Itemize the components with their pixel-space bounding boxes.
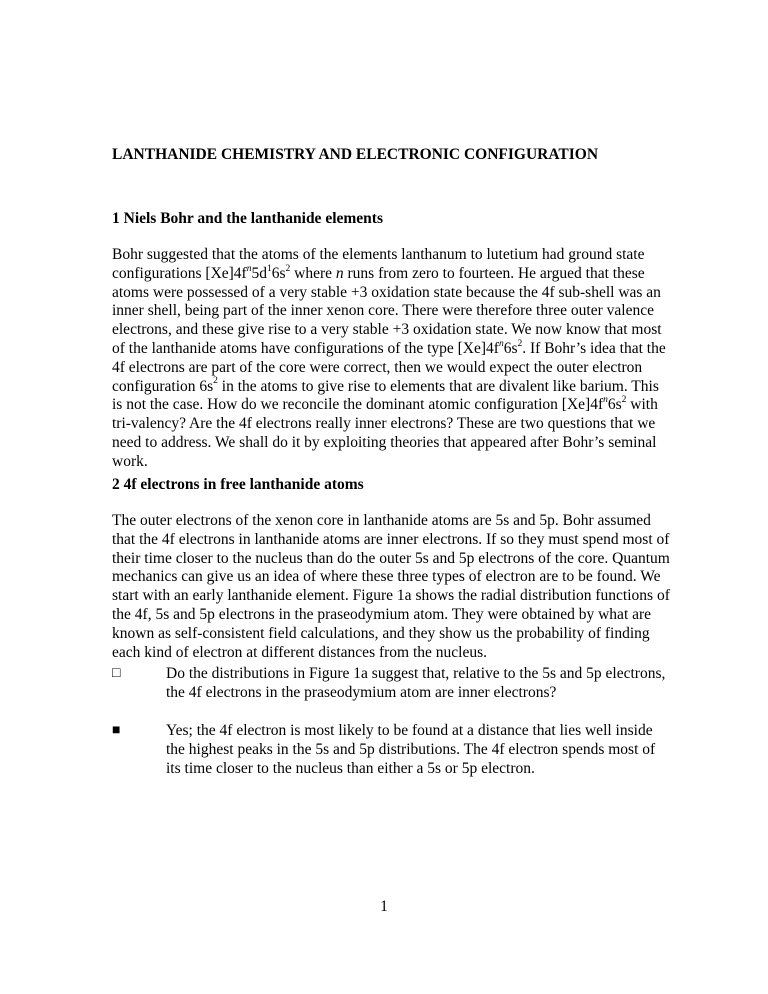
paragraph-text: 6s [607, 396, 622, 414]
paragraph-text: 6s [503, 339, 518, 357]
paragraph-text: Bohr suggested that the atoms of the elements lanthanum to lutetium had ground state configurations [Xe]4f [112, 246, 645, 282]
paragraph-text: 6s [271, 264, 286, 282]
section-1-paragraph [112, 246, 672, 472]
italic-variable: n [335, 264, 344, 282]
section-2-heading: 2 4f electrons in free lanthanide atoms [112, 476, 364, 493]
superscript: 1 [266, 263, 272, 274]
paragraph-text: with tri-valency? Are the 4f electrons really inner electrons? These are two questions that we need to address. We shall do it by exploiting theories that appeared after Bohr’s seminal work. [112, 396, 658, 470]
question-text: Do the distributions in Figure 1a suggest that, relative to the 5s and 5p electrons, the 4f electrons in the praseodymium atom are inner electrons? [166, 665, 666, 701]
page-number: 1 [380, 898, 388, 915]
superscript: n [603, 395, 608, 406]
section-2-paragraph: The outer electrons of the xenon core in lanthanide atoms are 5s and 5p. Bohr assumed that the 4f electrons in lanthanide atoms are inner electrons. If so they must spend most of their time closer to the nucleus than do the outer 5s and 5p electrons of the core. Quantum mechanics can give us an idea of where these three types of electron are to be found. We start with an early lanthanide element. Figure 1a shows the radial distribution functions of the 4f, 5s and 5p electrons in the praseodymium atom. They were obtained by what are known as self-consistent field calculations, and they show us the probability of finding each kind of electron at different distances from the nucleus. [112, 512, 670, 661]
superscript: n [246, 263, 252, 274]
section-1-heading: 1 Niels Bohr and the lanthanide elements [112, 210, 383, 227]
document-title: LANTHANIDE CHEMISTRY AND ELECTRONIC CONFIGURATION [112, 146, 599, 163]
paragraph-text: 5d [251, 264, 267, 282]
paragraph-text: runs from zero to fourteen. He argued that these atoms were possessed of a very stable +3 oxidation state because the 4f sub-shell was an inner shell, being part of the inner xenon core. There were therefore three outer valence electrons, and these give rise to a very stable +3 oxidation state. We now know that most of the lanthanide atoms have configurations of the type [Xe]4f [112, 264, 662, 357]
paragraph-text: where [290, 264, 336, 282]
question-box-icon: □ [112, 666, 121, 681]
answer-text: Yes; the 4f electron is most likely to be found at a distance that lies well inside the highest peaks in the 5s and 5p distributions. The 4f electron spends most of its time closer to the nucleus than either a 5s or 5p electron. [166, 722, 656, 777]
answer-filled-box-icon: ■ [112, 723, 121, 738]
superscript: 2 [621, 395, 627, 406]
paragraph-text: . If Bohr’s idea that the 4f electrons are part of the core were correct, then we would expect the outer electron configuration 6s [112, 339, 666, 395]
superscript: 2 [285, 263, 291, 274]
superscript: 2 [213, 376, 218, 387]
superscript: n [498, 338, 504, 349]
paragraph-text: in the atoms to give rise to elements that are divalent like barium. This is not the case. How do we reconcile the dominant atomic configuration [Xe]4f [112, 377, 659, 414]
superscript: 2 [517, 338, 523, 349]
